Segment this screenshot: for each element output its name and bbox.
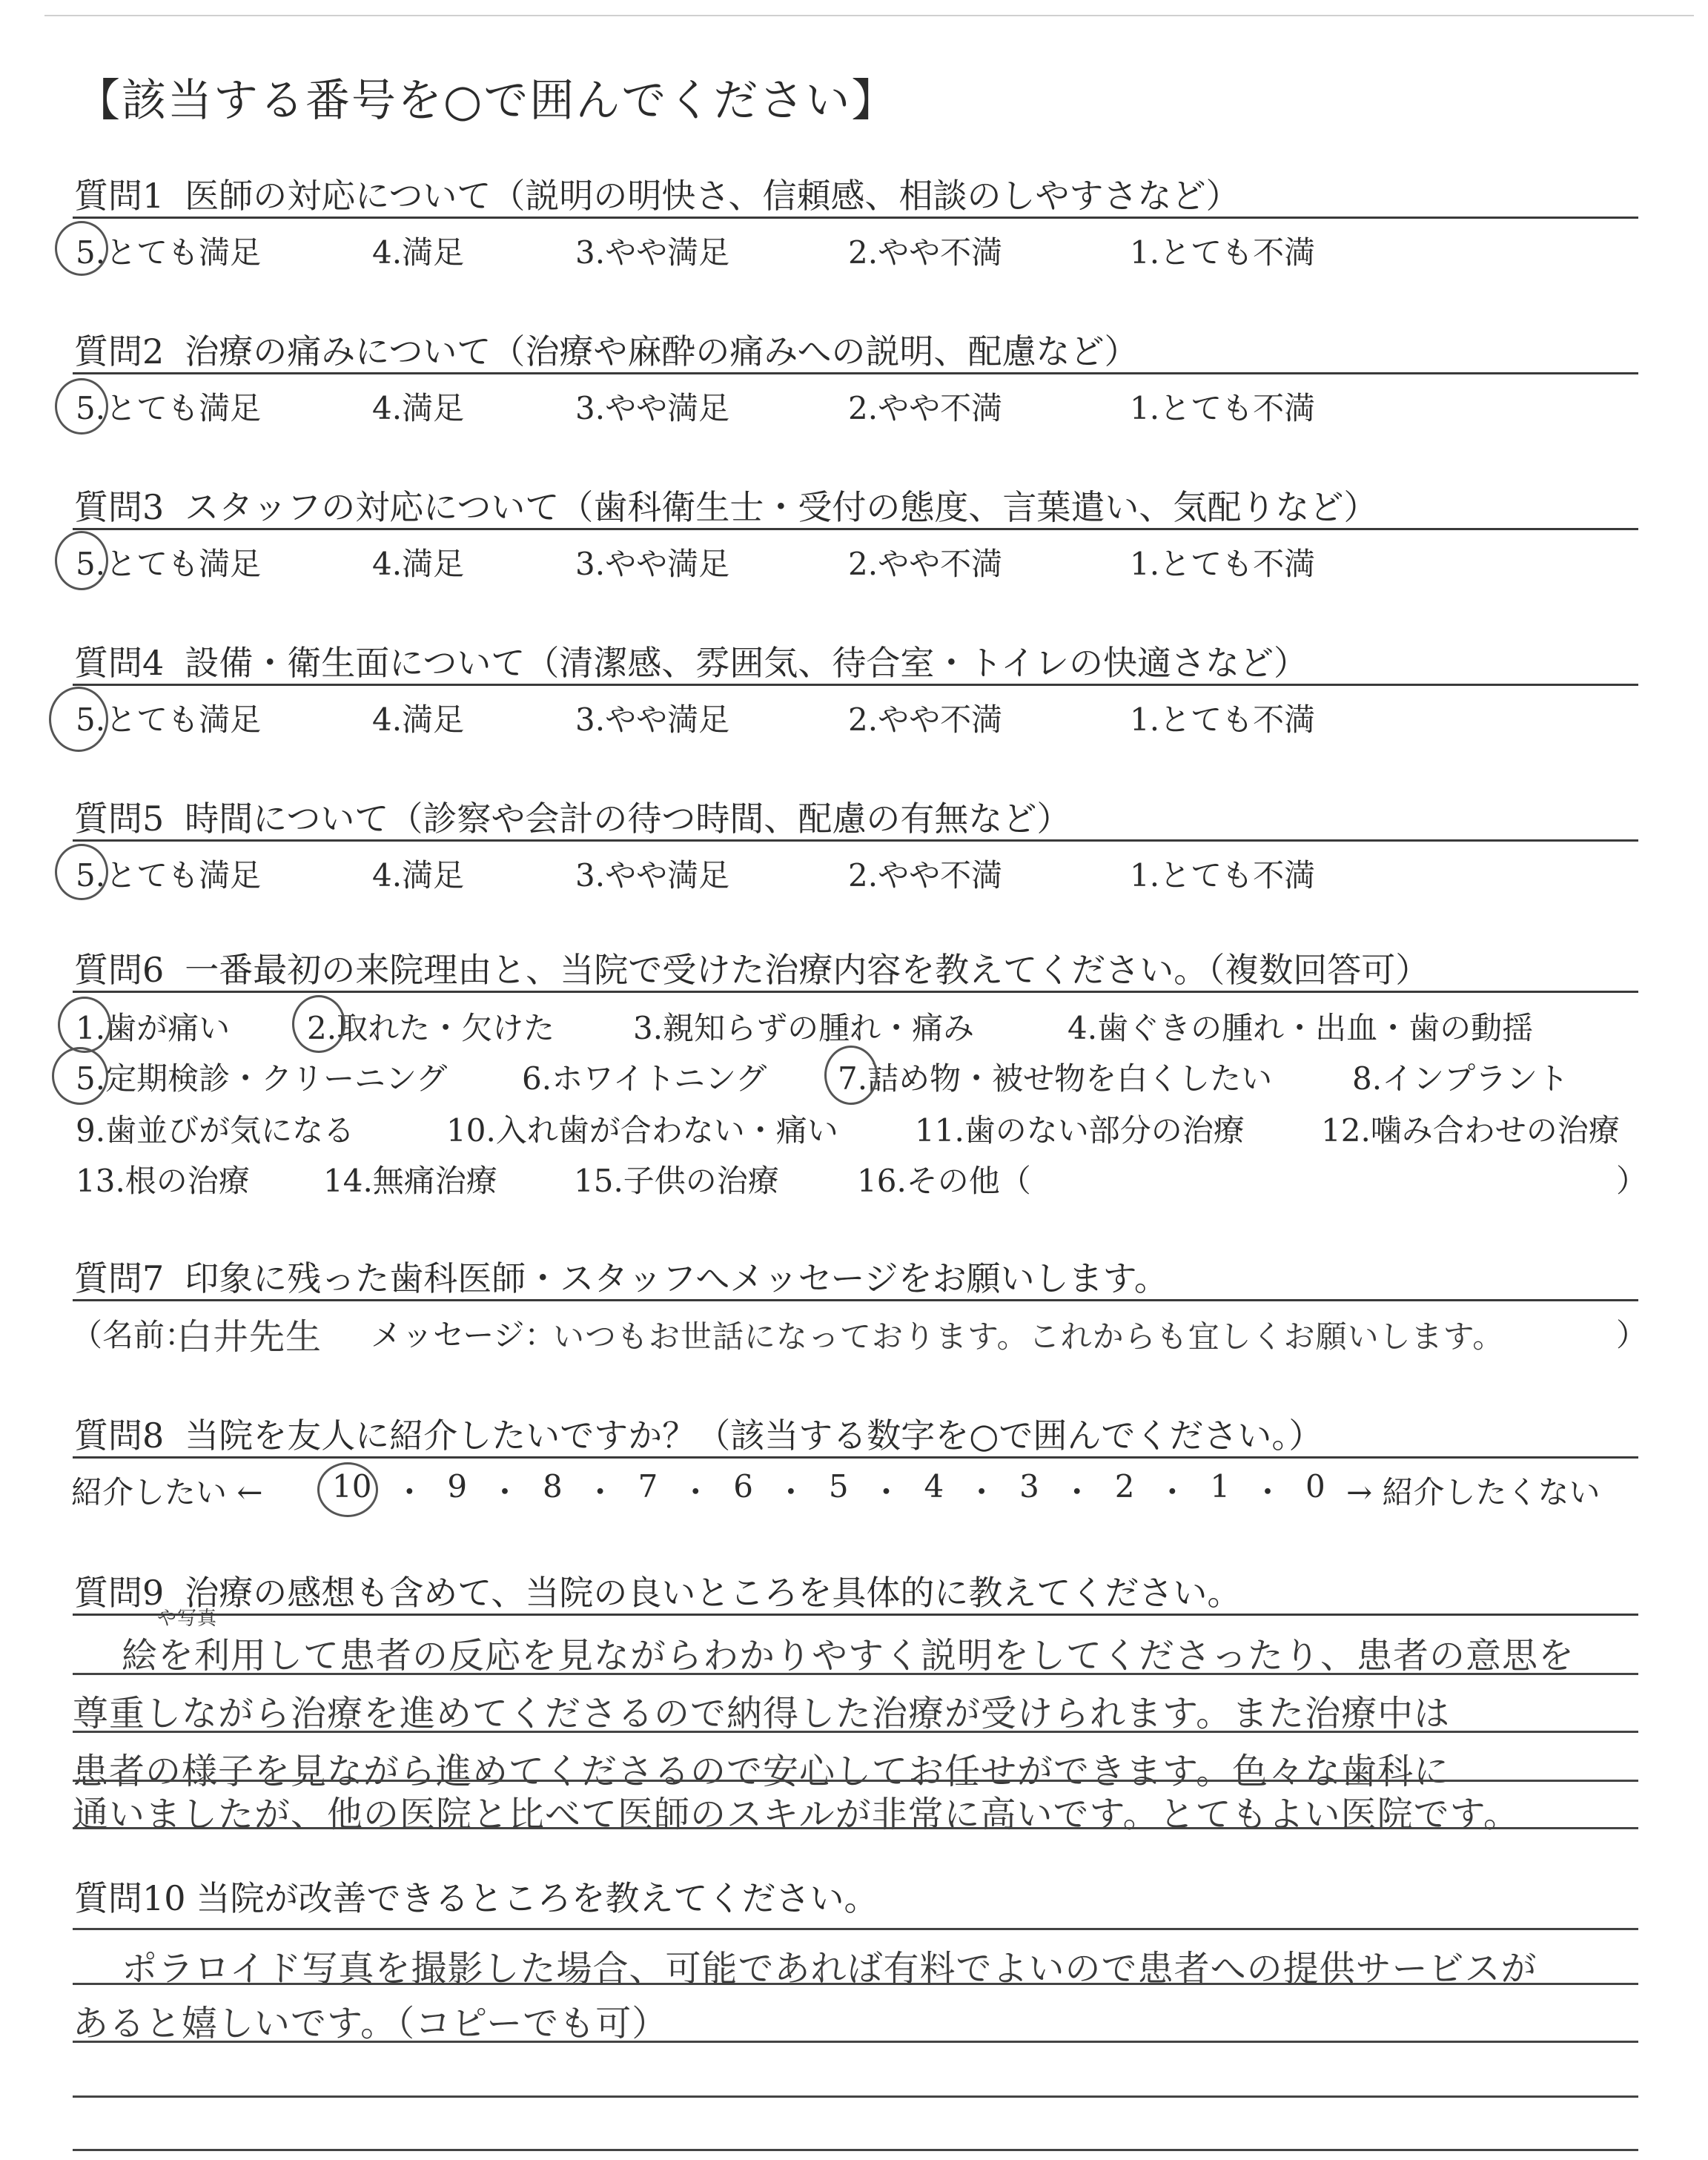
q5-option-4[interactable]: 4.満足	[372, 857, 465, 894]
scale-dot: ・	[1252, 1474, 1284, 1510]
q9-answer-line-2[interactable]: 尊重しながら治療を進めてくださるので納得した治療が受けられます。また治療中は	[73, 1693, 1451, 1734]
name-label: （名前：	[71, 1317, 196, 1353]
answer-line	[73, 2095, 1638, 2098]
q6-option-11[interactable]: 11.歯のない部分の治療	[915, 1112, 1245, 1149]
scale-dot: ・	[966, 1474, 998, 1510]
answer-line	[73, 2041, 1638, 2043]
divider	[73, 528, 1638, 530]
q2-option-2[interactable]: 2.やや不満	[848, 390, 1003, 426]
question-6	[74, 943, 1429, 992]
q5-option-5[interactable]: 5.とても満足	[76, 857, 262, 894]
question-text: 当院を友人に紹介したいですか？（該当する数字を○で囲んでください。）	[185, 1416, 1323, 1456]
question-number: 質問4	[74, 643, 165, 683]
message-value[interactable]: いつもお世話になっております。これからも宜しくお願いします。	[553, 1318, 1505, 1355]
q1-option-3[interactable]: 3.やや満足	[575, 234, 730, 271]
q3-option-4[interactable]: 4.満足	[372, 546, 465, 582]
scan-edge	[44, 15, 1694, 16]
recommend-left-label: 紹介したい ←	[71, 1474, 263, 1510]
scale-8[interactable]: 8	[542, 1468, 563, 1505]
question-text: 治療の感想も含めて、当院の良いところを具体的に教えてください。	[185, 1573, 1242, 1613]
q5-option-1[interactable]: 1.とても不満	[1130, 857, 1316, 894]
question-2	[74, 325, 1138, 374]
question-number: 質問8	[74, 1416, 165, 1456]
q3-option-3[interactable]: 3.やや満足	[575, 546, 730, 582]
form-title: 【該当する番号を○で囲んでください】	[76, 75, 898, 127]
q6-option-4[interactable]: 4.歯ぐきの腫れ・出血・歯の動揺	[1068, 1010, 1534, 1046]
answer-line	[73, 2149, 1638, 2151]
scale-dot: ・	[489, 1474, 521, 1510]
divider	[73, 1299, 1638, 1301]
question-number: 質問6	[74, 950, 165, 990]
q6-option-1[interactable]: 1.歯が痛い	[76, 1010, 231, 1046]
question-number: 質問9	[74, 1573, 165, 1613]
q4-option-1[interactable]: 1.とても不満	[1130, 701, 1316, 738]
divider	[73, 372, 1638, 374]
recommend-right-label: → 紹介したくない	[1346, 1474, 1601, 1510]
divider	[73, 991, 1638, 993]
scale-3[interactable]: 3	[1019, 1468, 1039, 1505]
recommend-scale	[332, 1468, 1325, 1513]
selection-circle	[55, 531, 108, 590]
q6-option-5[interactable]: 5.定期検診・クリーニング	[76, 1060, 448, 1097]
scale-dot: ・	[394, 1474, 426, 1510]
question-text: スタッフの対応について（歯科衛生士・受付の態度、言葉遣い、気配りなど）	[185, 487, 1378, 527]
divider	[73, 1456, 1638, 1459]
answer-line	[73, 1673, 1638, 1675]
scale-6[interactable]: 6	[733, 1468, 753, 1505]
question-number: 質問2	[74, 331, 165, 371]
divider	[73, 839, 1638, 842]
scale-dot: ・	[1156, 1474, 1188, 1510]
q6-option-6[interactable]: 6.ホワイトニング	[522, 1060, 767, 1097]
question-number: 質問10	[74, 1878, 186, 1918]
q6-option-15[interactable]: 15.子供の治療	[574, 1163, 779, 1199]
selection-circle	[824, 1046, 878, 1105]
scale-dot: ・	[584, 1474, 616, 1510]
q9-answer-line-1[interactable]: 絵を利用して患者の反応を見ながらわかりやすく説明をしてくださったり、患者の意思を	[122, 1635, 1575, 1677]
selection-circle	[49, 687, 108, 752]
scale-4[interactable]: 4	[924, 1468, 944, 1505]
q4-option-2[interactable]: 2.やや不満	[848, 701, 1003, 738]
question-text: 治療の痛みについて（治療や麻酔の痛みへの説明、配慮など）	[185, 331, 1139, 371]
q6-option-7[interactable]: 7.詰め物・被せ物を白くしたい	[838, 1060, 1273, 1097]
message-label: メッセージ：	[371, 1317, 556, 1353]
question-9	[74, 1566, 1241, 1615]
q2-option-4[interactable]: 4.満足	[372, 390, 465, 426]
scale-0[interactable]: 0	[1305, 1468, 1325, 1505]
question-3	[74, 480, 1377, 529]
question-1	[74, 169, 1240, 218]
question-text: 当院が改善できるところを教えてください。	[196, 1878, 878, 1918]
q6-option-3[interactable]: 3.親知らずの腫れ・痛み	[633, 1010, 975, 1046]
q6-option-13[interactable]: 13.根の治療	[76, 1163, 250, 1199]
q3-option-1[interactable]: 1.とても不満	[1130, 546, 1316, 582]
q6-option-10[interactable]: 10.入れ歯が合わない・痛い	[446, 1112, 838, 1149]
scale-9[interactable]: 9	[447, 1468, 468, 1505]
q2-option-5[interactable]: 5.とても満足	[76, 390, 262, 426]
q4-option-5[interactable]: 5.とても満足	[76, 701, 262, 738]
question-number: 質問1	[74, 176, 165, 216]
question-number: 質問3	[74, 487, 165, 527]
selection-circle	[55, 844, 108, 900]
scale-dot: ・	[775, 1474, 807, 1510]
answer-line	[73, 1731, 1638, 1733]
question-5	[74, 792, 1070, 841]
answer-line	[73, 1780, 1638, 1782]
scale-dot: ・	[680, 1474, 712, 1510]
selection-circle	[317, 1462, 378, 1517]
q2-option-3[interactable]: 3.やや満足	[575, 390, 730, 426]
q6-option-14[interactable]: 14.無痛治療	[323, 1163, 497, 1199]
scale-10[interactable]: 10	[332, 1468, 372, 1505]
q1-option-5[interactable]: 5.とても満足	[76, 234, 262, 271]
divider	[73, 684, 1638, 686]
q6-option-12[interactable]: 12.噛み合わせの治療	[1321, 1112, 1620, 1149]
question-10	[74, 1872, 878, 1920]
q1-option-4[interactable]: 4.満足	[372, 234, 465, 271]
question-text: 医師の対応について（説明の明快さ、信頼感、相談のしやすさなど）	[185, 176, 1240, 216]
scale-2[interactable]: 2	[1114, 1468, 1135, 1505]
q10-answer-line-2[interactable]: あると嬉しいです。（コピーでも可）	[73, 2003, 669, 2044]
answer-line	[73, 1928, 1638, 1930]
q10-answer-line-1[interactable]: ポラロイド写真を撮影した場合、可能であれば有料でよいので患者への提供サービスが	[122, 1948, 1537, 1989]
message-close-paren: ）	[1616, 1317, 1648, 1353]
q2-option-1[interactable]: 1.とても不満	[1130, 390, 1316, 426]
q4-option-4[interactable]: 4.満足	[372, 701, 465, 738]
q5-option-3[interactable]: 3.やや満足	[575, 857, 730, 894]
question-text: 時間について（診察や会計の待つ時間、配慮の有無など）	[185, 799, 1071, 839]
answer-line	[73, 1983, 1638, 1985]
answer-line	[73, 1827, 1638, 1829]
selection-circle	[292, 995, 345, 1053]
question-number: 質問5	[74, 799, 165, 839]
q1-option-1[interactable]: 1.とても不満	[1130, 234, 1316, 271]
scale-dot: ・	[1061, 1474, 1093, 1510]
selection-circle	[52, 1047, 108, 1105]
q6-option-2[interactable]: 2.取れた・欠けた	[307, 1010, 555, 1046]
q6-option-16[interactable]: 16.その他（	[857, 1163, 1031, 1199]
selection-circle	[55, 221, 108, 276]
q6-other-close-paren: ）	[1616, 1163, 1648, 1199]
q6-option-8[interactable]: 8.インプラント	[1352, 1060, 1569, 1097]
q6-option-9[interactable]: 9.歯並びが気になる	[76, 1112, 355, 1149]
scale-7[interactable]: 7	[638, 1468, 658, 1505]
q4-option-3[interactable]: 3.やや満足	[575, 701, 730, 738]
question-8	[74, 1409, 1323, 1458]
q3-option-2[interactable]: 2.やや不満	[848, 546, 1003, 582]
handwritten-annotation: や写真	[157, 1608, 218, 1630]
question-4	[74, 636, 1308, 685]
divider	[73, 1614, 1638, 1616]
question-text: 印象に残った歯科医師・スタッフへメッセージをお願いします。	[185, 1258, 1168, 1298]
q1-option-2[interactable]: 2.やや不満	[848, 234, 1003, 271]
question-text: 設備・衛生面について（清潔感、雰囲気、待合室・トイレの快適さなど）	[185, 643, 1308, 683]
divider	[73, 217, 1638, 219]
selection-circle	[55, 378, 108, 435]
question-number: 質問7	[74, 1258, 165, 1298]
selection-circle	[58, 997, 111, 1053]
scale-1[interactable]: 1	[1210, 1468, 1231, 1505]
q9-answer-line-3[interactable]: 患者の様子を見ながら進めてくださるので安心してお任せができます。色々な歯科に	[73, 1751, 1451, 1792]
scale-5[interactable]: 5	[828, 1468, 849, 1505]
q3-option-5[interactable]: 5.とても満足	[76, 546, 262, 582]
scale-dot: ・	[870, 1474, 902, 1510]
question-7	[74, 1252, 1168, 1301]
question-text: 一番最初の来院理由と、当院で受けた治療内容を教えてください。（複数回答可）	[185, 950, 1430, 990]
q5-option-2[interactable]: 2.やや不満	[848, 857, 1003, 894]
q9-answer-line-4[interactable]: 通いましたが、他の医院と比べて医師のスキルが非常に高いです。とてもよい医院です。	[73, 1794, 1520, 1835]
name-value[interactable]: 白井先生	[176, 1316, 322, 1358]
